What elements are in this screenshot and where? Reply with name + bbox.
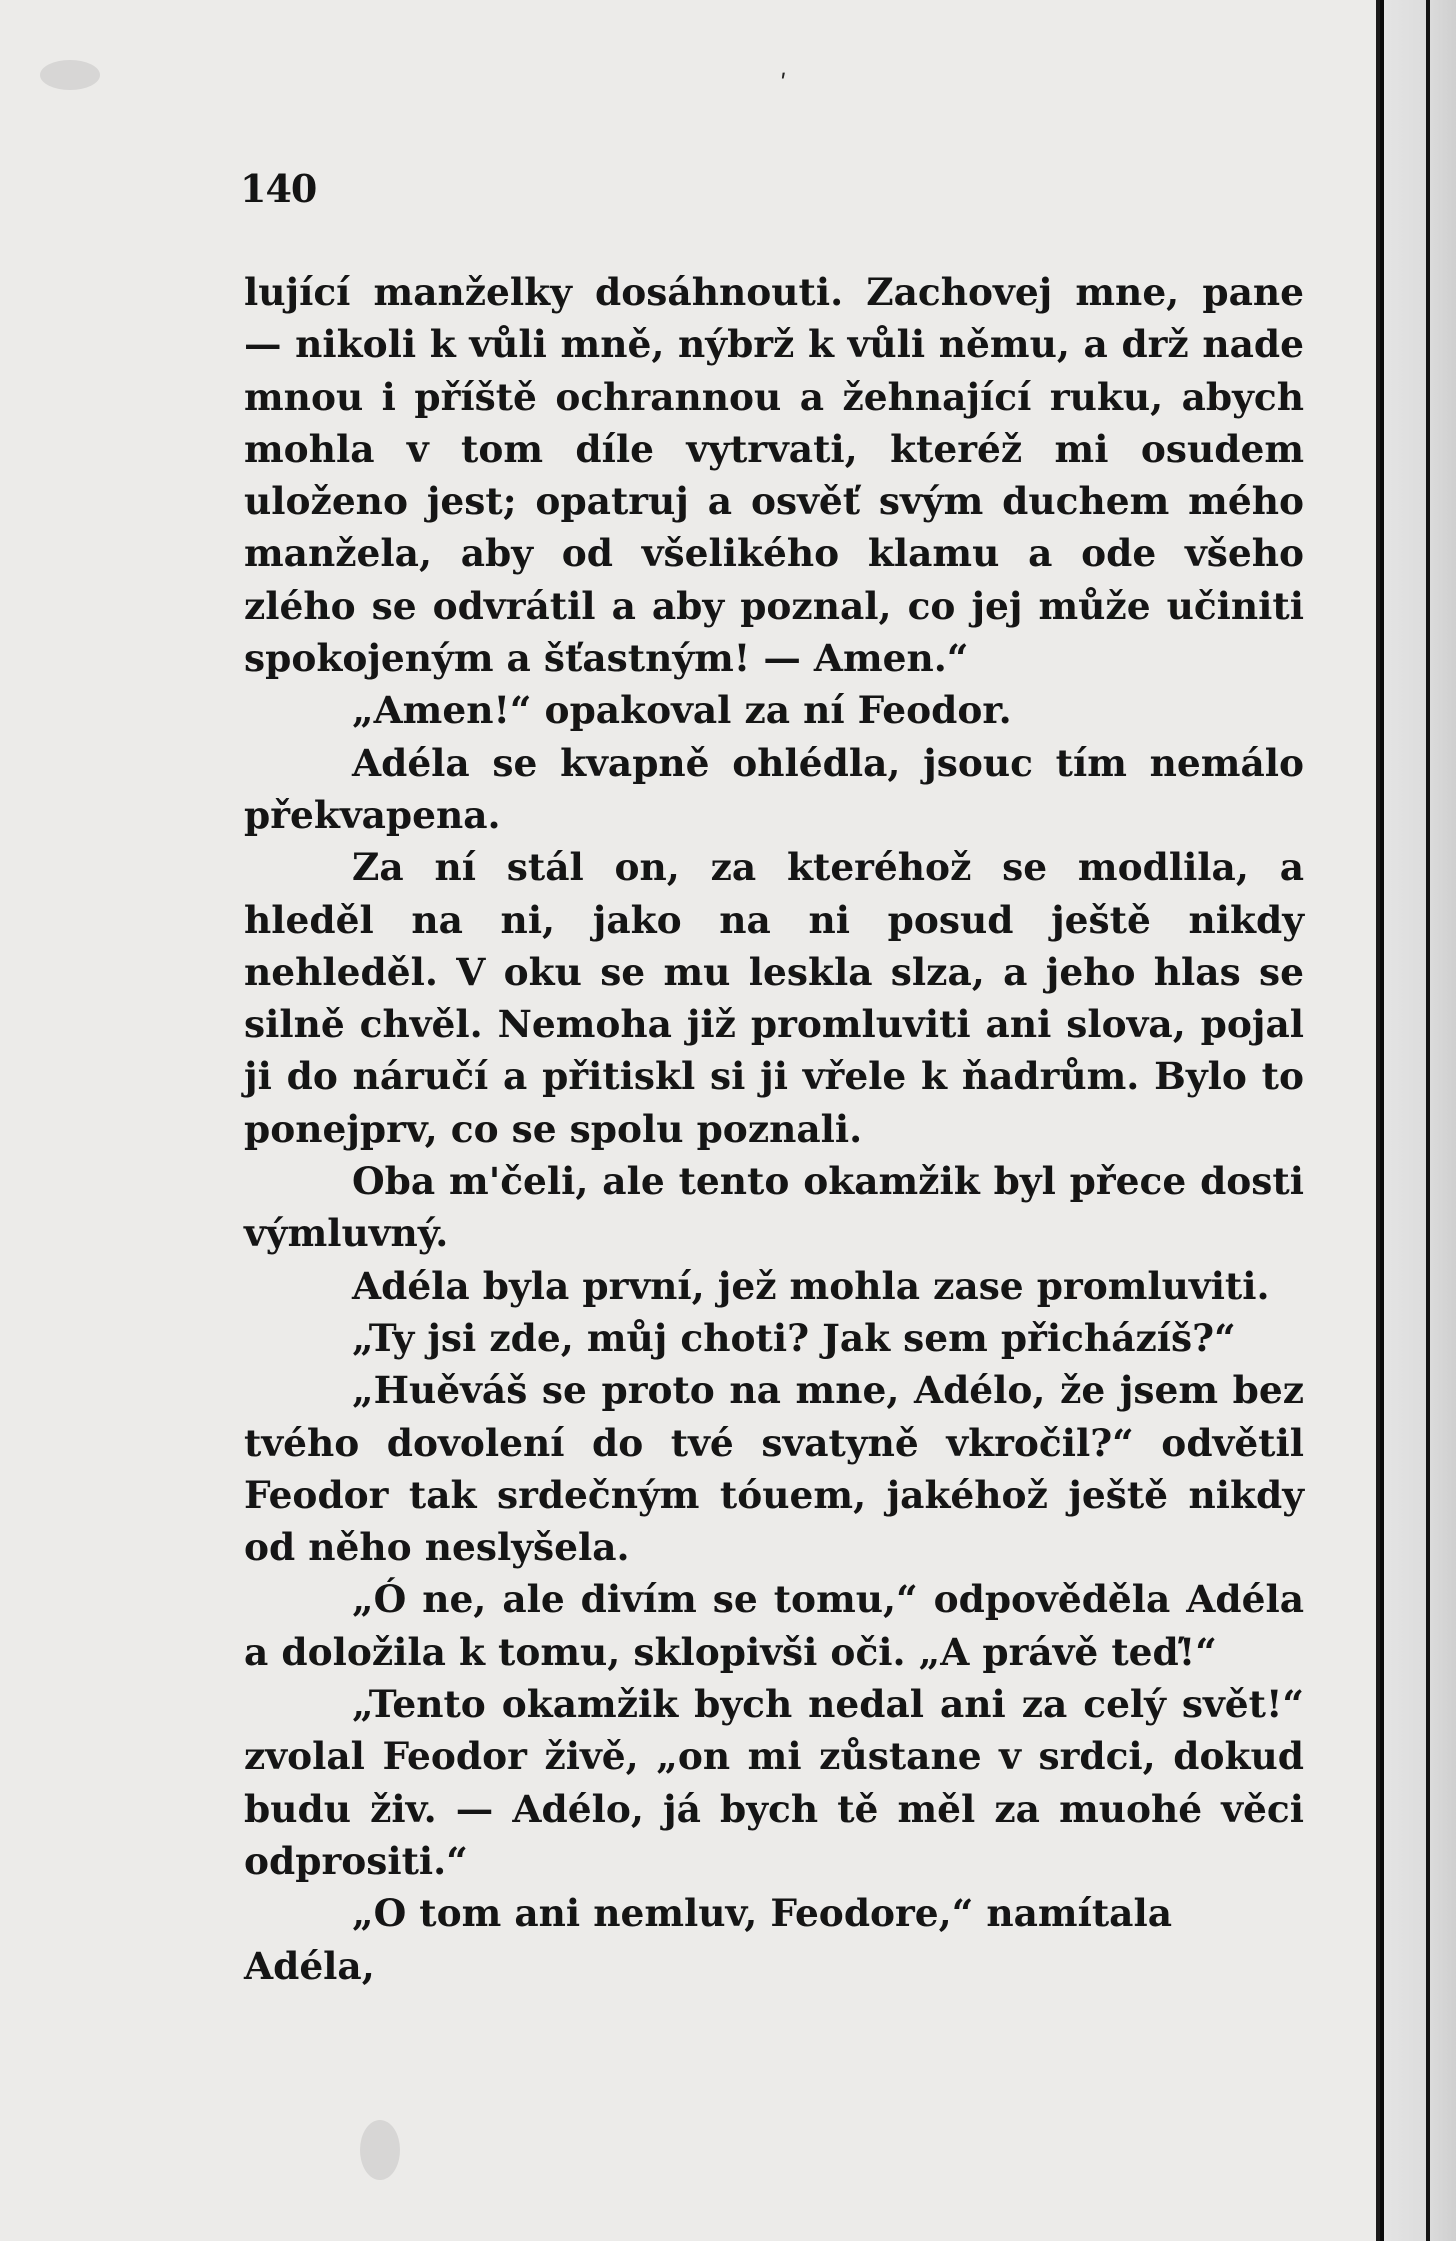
paragraph: „Ty jsi zde, můj choti? Jak sem přicházíš?“: [352, 1315, 1236, 1360]
next-page-edge: [1384, 0, 1456, 2241]
page-smudge: [40, 60, 100, 90]
ink-speck: ʹ: [780, 70, 787, 98]
paragraph: „Amen!“ opakoval za ní Feodor.: [352, 688, 1012, 733]
paragraph: Adéla se kvapně ohlédla, jsouc tím nemálo překvapena.: [244, 740, 1304, 837]
paragraph: lující manželky dosáhnouti. Zachovej mne, pane — nikoli k vůli mně, nýbrž k vůli němu, a drž nade mnou i příště ochrannou a žehnající ruku, abych mohla v tom díle vytrvati, kteréž mi osudem uloženo jest; opatruj a osvěť svým duchem mého manžela, aby od všelikého klamu a ode všeho zlého se odvrátil a aby poznal, co jej může učiniti spokojeným a šťastným! — Amen.“: [244, 270, 1304, 681]
paragraph: Adéla byla první, jež mohla zase promluviti.: [352, 1263, 1270, 1308]
paragraph: „Tento okamžik bych nedal ani za celý svět!“ zvolal Feodor živě, „on mi zůstane v srdci, dokud budu živ. — Adélo, já bych tě měl za muohé věci odprositi.“: [244, 1682, 1304, 1883]
paragraph: „Ó ne, ale divím se tomu,“ odpověděla Adéla a doložila k tomu, sklopivši oči. „A právě teď!“: [244, 1577, 1304, 1674]
page-gutter-line: [1426, 0, 1430, 2241]
body-text: [244, 266, 1304, 1992]
page-smudge: [360, 2120, 400, 2180]
paragraph: „Huěváš se proto na mne, Adélo, že jsem bez tvého dovolení do tvé svatyně vkročil?“ odvětil Feodor tak srdečným tóuem, jakéhož ještě nikdy od něho neslyšela.: [244, 1368, 1304, 1570]
paragraph: „O tom ani nemluv, Feodore,“ namítala Adéla,: [244, 1891, 1173, 1988]
paragraph: Za ní stál on, za kteréhož se modlila, a hleděl na ni, jako na ni posud ještě nikdy nehleděl. V oku se mu leskla slza, a jeho hlas se silně chvěl. Nemoha již promluviti ani slova, pojal ji do náručí a přitiskl si ji vřele k ňadrům. Bylo to ponejprv, co se spolu poznali.: [244, 845, 1304, 1151]
paragraph: Oba m'čeli, ale tento okamžik byl přece dosti výmluvný.: [244, 1159, 1304, 1256]
page-number: 140: [240, 166, 317, 211]
